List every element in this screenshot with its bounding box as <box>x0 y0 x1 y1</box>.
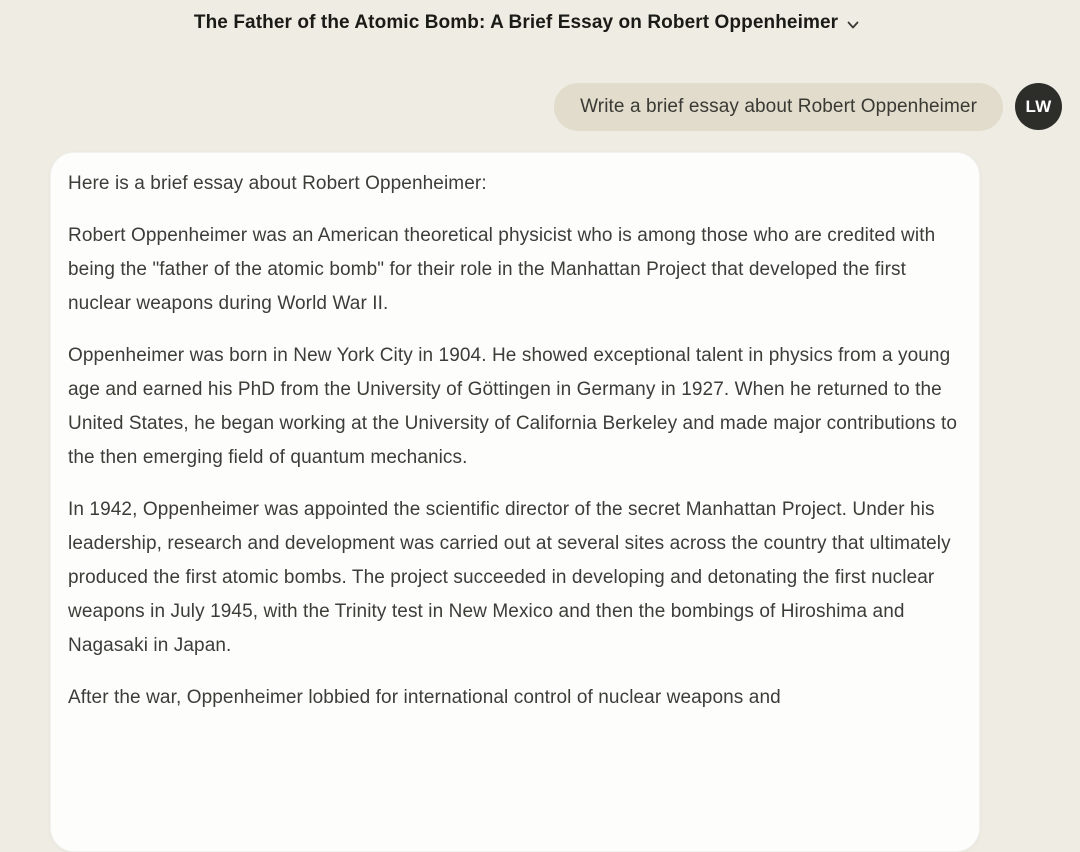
conversation-title-button[interactable] <box>186 8 868 38</box>
conversation-title: The Father of the Atomic Bomb: A Brief Essay on Robert Oppenheimer <box>193 12 839 33</box>
assistant-response-card <box>50 152 980 852</box>
chevron-down-icon <box>846 18 860 32</box>
user-avatar-initials: LW <box>1025 96 1052 116</box>
user-message-row <box>554 83 1062 131</box>
essay-paragraph: Here is a brief essay about Robert Oppenheimer: <box>68 173 487 194</box>
essay-paragraph: Oppenheimer was born in New York City in 1904. He showed exceptional talent in physics from a young age and earned his PhD from the University of Göttingen in Germany in 1927. When he returned to the United States, he began working at the University of California Berkeley and made major contributions to the then emerging field of quantum mechanics. <box>68 345 958 468</box>
essay-paragraph: In 1942, Oppenheimer was appointed the scientific director of the secret Manhattan Project. Under his leadership, research and development was carried out at several sites across the country that ultimately produced the first atomic bombs. The project succeeded in developing and detonating the first nuclear weapons in July 1945, with the Trinity test in New Mexico and then the bombings of Hiroshima and Nagasaki in Japan. <box>68 499 951 656</box>
user-message-bubble[interactable] <box>554 83 1003 131</box>
essay-paragraph: Robert Oppenheimer was an American theoretical physicist who is among those who are credited with being the "father of the atomic bomb" for their role in the Manhattan Project that developed the first nuclear weapons during World War II. <box>68 225 936 314</box>
conversation-header <box>0 0 1080 46</box>
user-message-text: Write a brief essay about Robert Oppenheimer <box>580 96 977 117</box>
user-avatar[interactable] <box>1015 83 1062 130</box>
essay-paragraph: After the war, Oppenheimer lobbied for international control of nuclear weapons and <box>68 687 781 708</box>
